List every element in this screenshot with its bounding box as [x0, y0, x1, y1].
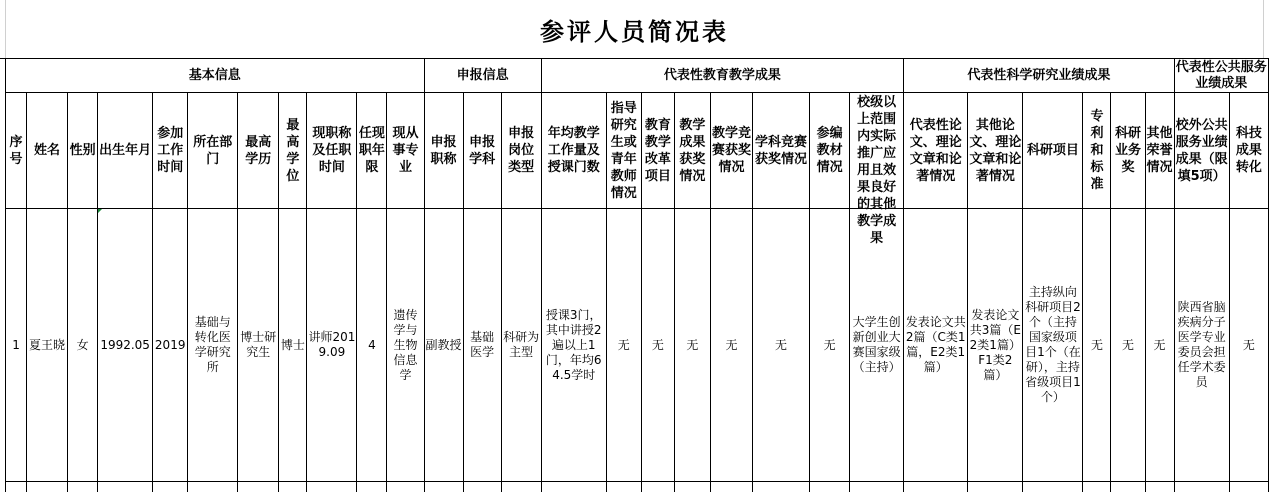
cell-gender[interactable]: 女: [68, 209, 98, 482]
group-public-service: 代表性公共服务业绩成果: [1174, 59, 1268, 93]
header-service: 校外公共服务业绩成果（限填5项）: [1174, 93, 1229, 209]
empty-cell[interactable]: [307, 482, 357, 492]
cell-teaching-award[interactable]: 无: [674, 209, 710, 482]
cell-department[interactable]: 基础与转化医学研究所: [188, 209, 238, 482]
gridline: [1263, 0, 1264, 58]
header-seq: 序号: [6, 93, 27, 209]
header-school-level: [850, 93, 904, 209]
header-other-papers: 其他论文、理论文章和论著情况: [968, 93, 1023, 209]
header-apply-post: 申报岗位类型: [501, 93, 541, 209]
cell-other-papers[interactable]: 发表论文共3篇（E2类1篇）F1类2篇）: [968, 209, 1023, 482]
cell-honors[interactable]: 无: [1145, 209, 1174, 482]
empty-cell[interactable]: [968, 482, 1023, 492]
column-header-row: [6, 93, 1269, 209]
group-header-row: [6, 59, 1269, 93]
cell-work-start[interactable]: 2019: [153, 209, 188, 482]
page-title: 参评人员简况表: [0, 0, 1269, 59]
empty-cell[interactable]: [27, 482, 68, 492]
cell-supervise[interactable]: 无: [606, 209, 641, 482]
cell-title-time[interactable]: 讲师2019.09: [307, 209, 357, 482]
empty-cell[interactable]: [810, 482, 850, 492]
cell-degree[interactable]: 博士: [279, 209, 307, 482]
empty-cell[interactable]: [238, 482, 279, 492]
empty-cell[interactable]: [1023, 482, 1083, 492]
cell-education[interactable]: 博士研究生: [238, 209, 279, 482]
cell-subject-comp[interactable]: 无: [752, 209, 809, 482]
header-papers: 代表性论文、理论文章和论著情况: [904, 93, 968, 209]
empty-cell[interactable]: [153, 482, 188, 492]
cell-transfer[interactable]: 无: [1229, 209, 1268, 482]
header-supervise: 指导研究生或青年教师情况: [606, 93, 641, 209]
header-transfer: 科技成果转化: [1229, 93, 1268, 209]
empty-cell[interactable]: [674, 482, 710, 492]
header-education: 最高学历: [238, 93, 279, 209]
group-apply-info: 申报信息: [424, 59, 541, 93]
header-name: 姓名: [27, 93, 68, 209]
header-apply-title: 申报职称: [424, 93, 463, 209]
empty-cell[interactable]: [188, 482, 238, 492]
header-gender: 性别: [68, 93, 98, 209]
cell-papers[interactable]: 发表论文共2篇（C类1篇，E2类1篇）: [904, 209, 968, 482]
cell-apply-post[interactable]: 科研为主型: [501, 209, 541, 482]
empty-cell[interactable]: [710, 482, 752, 492]
group-research-results: 代表性科学研究业绩成果: [904, 59, 1174, 93]
header-apply-subject: 申报学科: [463, 93, 501, 209]
empty-cell[interactable]: [904, 482, 968, 492]
cell-school-level[interactable]: 大学生创新创业大赛国家级（主持）: [850, 209, 904, 482]
cell-textbook[interactable]: 无: [810, 209, 850, 482]
cell-teaching-comp[interactable]: 无: [710, 209, 752, 482]
header-textbook: 参编教材情况: [810, 93, 850, 209]
cell-apply-subject[interactable]: 基础医学: [463, 209, 501, 482]
empty-cell[interactable]: [424, 482, 463, 492]
empty-cell[interactable]: [279, 482, 307, 492]
empty-cell[interactable]: [1145, 482, 1174, 492]
empty-cell[interactable]: [6, 482, 27, 492]
empty-cell[interactable]: [98, 482, 153, 492]
header-teaching-comp: 教学竞赛获奖情况: [710, 93, 752, 209]
header-reform: 教育教学改革项目: [641, 93, 674, 209]
group-basic-info: 基本信息: [6, 59, 425, 93]
header-title-years: 任现职年限: [357, 93, 387, 209]
header-projects: 科研项目: [1023, 93, 1083, 209]
empty-row: [6, 482, 1269, 492]
empty-cell[interactable]: [606, 482, 641, 492]
empty-cell[interactable]: [752, 482, 809, 492]
gridline: [5, 0, 6, 58]
empty-cell[interactable]: [1083, 482, 1111, 492]
cell-teaching-load[interactable]: 授课3门，其中讲授2遍以上1门，年均64.5学时: [541, 209, 606, 482]
header-subject-comp: 学科竞赛获奖情况: [752, 93, 809, 209]
cell-name[interactable]: 夏王晓: [27, 209, 68, 482]
assessment-table: [5, 58, 1269, 492]
header-birth: 出生年月: [98, 93, 153, 209]
empty-cell[interactable]: [541, 482, 606, 492]
empty-cell[interactable]: [1111, 482, 1145, 492]
empty-cell[interactable]: [1229, 482, 1268, 492]
cell-title-years[interactable]: 4: [357, 209, 387, 482]
group-teaching-results: 代表性教育教学成果: [541, 59, 904, 93]
empty-cell[interactable]: [641, 482, 674, 492]
empty-cell[interactable]: [387, 482, 424, 492]
cell-research-award[interactable]: 无: [1111, 209, 1145, 482]
empty-cell[interactable]: [1174, 482, 1229, 492]
empty-cell[interactable]: [463, 482, 501, 492]
cell-apply-title[interactable]: 副教授: [424, 209, 463, 482]
header-major: 现从事专业: [387, 93, 424, 209]
cell-projects[interactable]: 主持纵向科研项目2个（主持国家级项目1个（在研），主持省级项目1个）: [1023, 209, 1083, 482]
cell-service[interactable]: 陕西省脑疾病分子医学专业委员会担任学术委员: [1174, 209, 1229, 482]
cell-birth[interactable]: 1992.05: [98, 209, 153, 482]
table-row: [6, 209, 1269, 482]
cell-reform[interactable]: 无: [641, 209, 674, 482]
header-degree: 最高学位: [279, 93, 307, 209]
cell-patents[interactable]: 无: [1083, 209, 1111, 482]
header-department: 所在部门: [188, 93, 238, 209]
empty-cell[interactable]: [501, 482, 541, 492]
empty-cell[interactable]: [850, 482, 904, 492]
header-teaching-load: 年均教学工作量及授课门数: [541, 93, 606, 209]
header-teaching-award: 教学成果获奖情况: [674, 93, 710, 209]
empty-cell[interactable]: [68, 482, 98, 492]
header-work-start: 参加工作时间: [153, 93, 188, 209]
header-title-time: 现职称及任职时间: [307, 93, 357, 209]
header-research-award: 科研业务奖: [1111, 93, 1145, 209]
header-honors: 其他荣誉情况: [1145, 93, 1174, 209]
empty-cell[interactable]: [357, 482, 387, 492]
header-school-level-text: 校级以上范围内实际推广应用且效果良好的其他教学成果: [851, 94, 902, 207]
cell-seq[interactable]: 1: [6, 209, 27, 482]
header-patents: 专利和标准: [1083, 93, 1111, 209]
cell-major[interactable]: 遗传学与生物信息学: [387, 209, 424, 482]
cell-comment-marker-icon: [98, 209, 102, 213]
